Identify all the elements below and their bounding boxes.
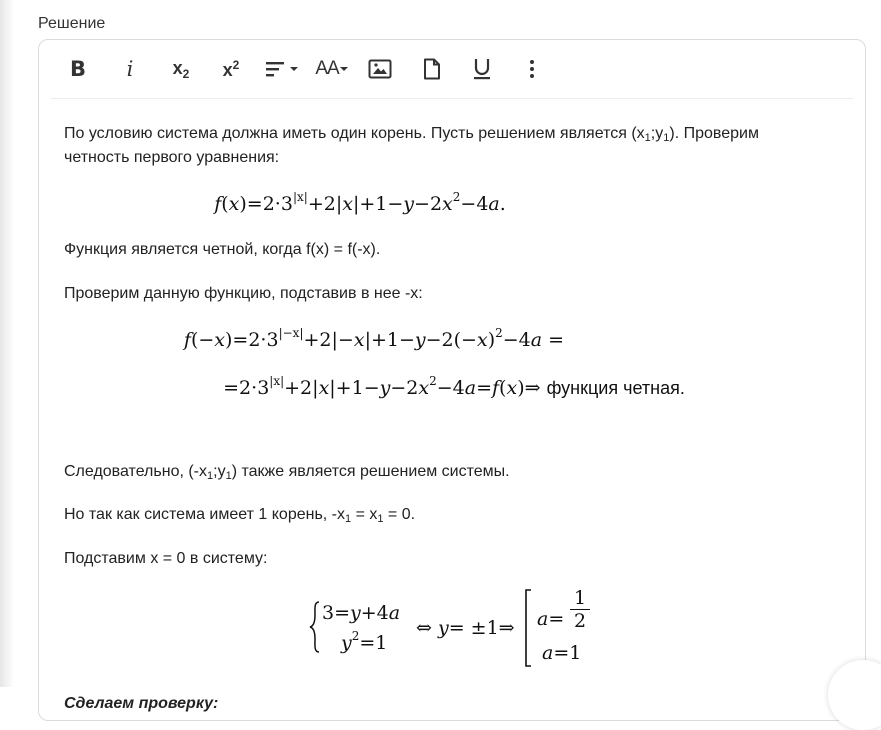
paragraph-condition: По условию система должна иметь один корень. Пусть решением является $(x_1;y_1)$. Проверим четность первого уравнения:: [64, 125, 759, 166]
paragraph-check-substitution: Проверим данную функцию, подставив в нее -x:: [64, 285, 423, 302]
font-size-icon: AA: [315, 58, 339, 79]
bracket-line-2: a=1: [542, 642, 582, 664]
left-shadow: [0, 0, 14, 687]
formula-even-conclusion: $=2\cdot 3^{|x|}+2|x|+1-y-2x^2-4a=f(x)\Rightarrow$ функция четная.: [223, 374, 685, 399]
italic-button[interactable]: [115, 52, 145, 86]
italic-icon: i: [126, 57, 134, 81]
formula-system: [64, 587, 844, 677]
underline-icon: [472, 57, 492, 81]
system-line-2: $y^2=1$: [341, 629, 388, 654]
paragraph-verification-heading: Сделаем проверку:: [64, 695, 219, 712]
paragraph-one-root: Но так как система имеет 1 корень, $-x_1 = x_1 = 0$.: [64, 506, 416, 525]
bold-icon: B: [69, 57, 86, 81]
paragraph-consequence: Следовательно, $(-x_1;y_1)$ также является решением системы.: [64, 463, 510, 482]
file-icon: [423, 58, 441, 80]
paragraph-even-definition: Функция является четной, когда f(x) = f(-x).: [64, 241, 381, 258]
paragraph-substitute-zero: Подставим x = 0 в систему:: [64, 550, 268, 567]
editor-toolbar: [39, 40, 865, 98]
more-options-button[interactable]: [517, 52, 547, 86]
insert-image-button[interactable]: [365, 52, 395, 86]
underline-button[interactable]: [467, 52, 497, 86]
bold-button[interactable]: [63, 52, 93, 86]
more-vertical-icon: [529, 59, 535, 79]
left-brace-icon: [309, 601, 321, 653]
chevron-down-icon: [289, 64, 299, 74]
subscript-button[interactable]: [163, 52, 199, 86]
insert-file-button[interactable]: [417, 52, 447, 86]
font-size-dropdown[interactable]: [311, 52, 353, 86]
bracket-line-1: a=: [537, 608, 565, 630]
section-label: Решение: [38, 15, 106, 32]
rich-text-editor[interactable]: [38, 39, 866, 721]
fraction-one-half: 1 2: [570, 587, 590, 632]
align-left-icon: [265, 60, 289, 78]
formula-f-x: $f(x)=2\cdot 3^{|x|}+2|x|+1-y-2x^2-4a$.: [214, 190, 506, 215]
superscript-button[interactable]: [213, 52, 249, 86]
superscript-icon: $x^2$: [222, 57, 240, 80]
left-bracket-icon: [524, 589, 532, 667]
image-icon: [368, 59, 392, 79]
toolbar-divider: [51, 98, 853, 99]
system-line-1: 3=y+4a: [322, 602, 401, 624]
chevron-down-icon: [339, 64, 349, 74]
subscript-icon: $x_2$: [172, 57, 190, 81]
system-middle: ⇔ y= ±1⇒: [416, 617, 515, 639]
formula-f-minus-x: $f(-x)=2\cdot 3^{|-x|}+2|-x|+1-y-2(-x)^2-4a$ =: [183, 326, 565, 351]
align-dropdown[interactable]: [261, 52, 303, 86]
